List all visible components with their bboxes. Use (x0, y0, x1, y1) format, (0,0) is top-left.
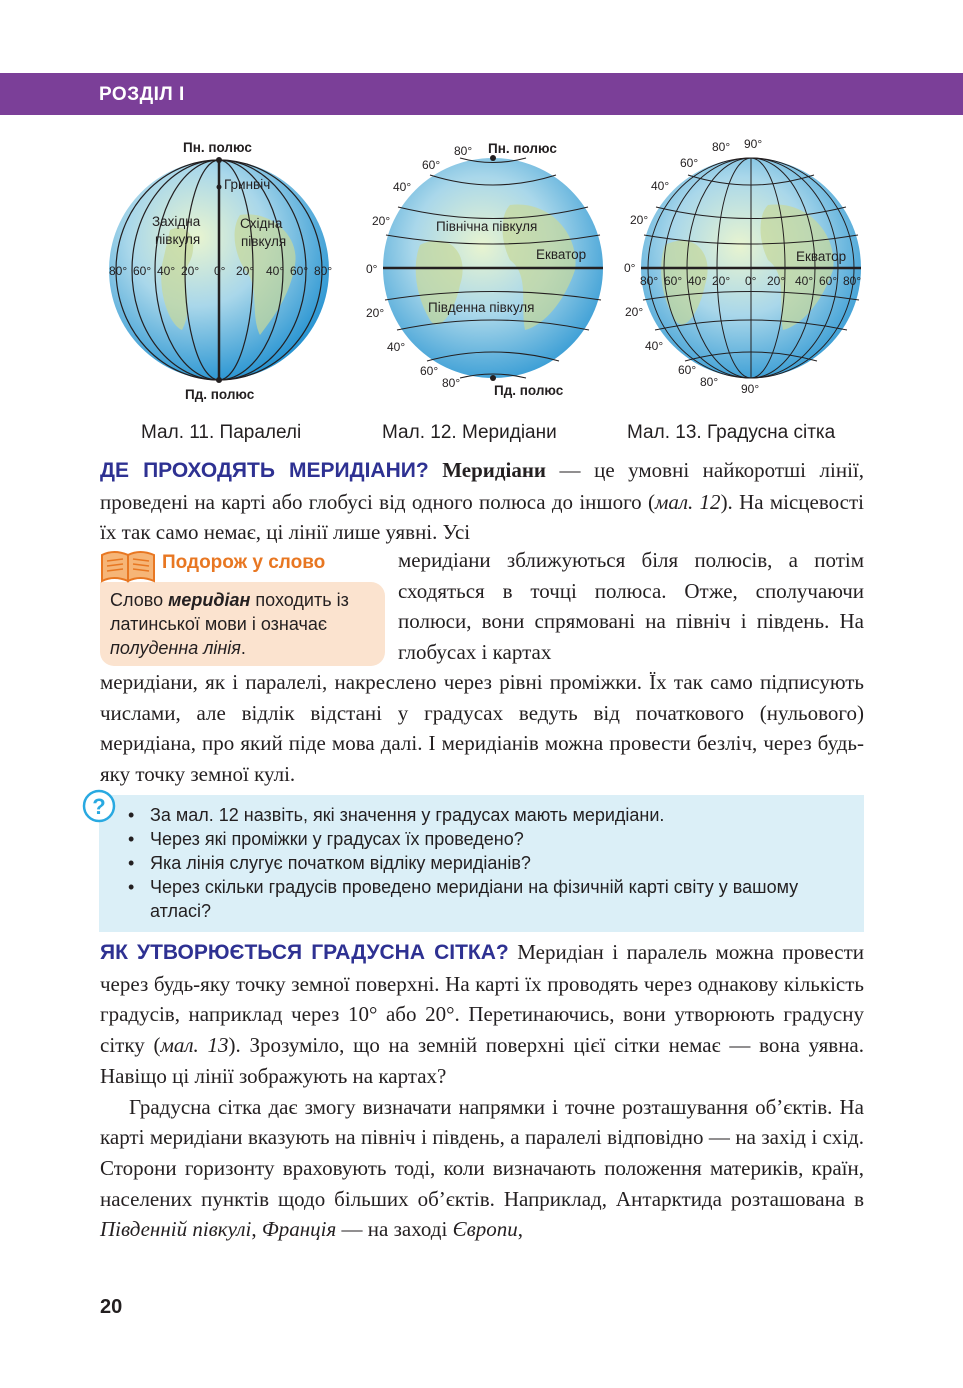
sidebar-body (100, 582, 385, 666)
longitude-label: 60° (664, 274, 683, 288)
latitude-label: 60° (422, 158, 441, 172)
latitude-label: 80° (700, 375, 719, 389)
question-icon (82, 789, 116, 823)
emphasis-text: Європи (452, 1217, 518, 1242)
section-banner (0, 73, 963, 115)
body-text: , (517, 1217, 523, 1242)
word-journey-sidebar (100, 545, 385, 666)
longitude-label: 0° (214, 264, 226, 278)
latitude-label: 20° (625, 305, 644, 319)
latitude-label: 20° (366, 306, 385, 320)
sidebar-title: Подорож у слово (162, 552, 326, 573)
latitude-label: 80° (712, 140, 731, 154)
longitude-label: 20° (767, 274, 786, 288)
sidebar-text: . (240, 638, 246, 658)
latitude-label: 60° (420, 364, 439, 378)
body-text: Градусна сітка дає змогу визначати напрямки і точне розташування об’єктів. На карті меридіани вказують на північ і південь, а паралелі відповідно — на захід і схід. Сторони горизонту враховують тоді, коли визначають положення материків, країн, населених пунктів щодо більших об’єктів. Наприклад, Антарктида розташована в (100, 1094, 864, 1211)
section-heading: ДЕ ПРОХОДЯТЬ МЕРИДІАНИ? (100, 459, 429, 482)
section1-wrap-text (398, 545, 864, 668)
graticule-figure (620, 135, 870, 415)
latitude-label: 80° (442, 376, 461, 390)
body-text: меридіани, як і паралелі, накреслено через рівні проміжки. Їх так само підписують числами, але відлік відстані у градусах ведуть від початкового (нульового) меридіана, про який піде мова далі. І меридіанів можна провести безліч, через будь-яку точку земної кулі. (100, 670, 864, 787)
body-text: Меридіан і паралель можна провести через будь-яку точку земної поверхні. На карті їх проводять через однакову кількість градусів, наприклад через 10° або 20°. Перетинаючись, вони утворюють градусну сітку ( (100, 940, 864, 1058)
south-hemisphere-label: Південна півкуля (428, 300, 535, 315)
longitude-label: 20° (181, 264, 200, 278)
latitude-label: 20° (372, 214, 391, 228)
globe-meridians-figure (100, 135, 340, 415)
longitude-label: 20° (712, 274, 731, 288)
section-heading: ЯК УТВОРЮЄТЬСЯ ГРАДУСНА СІТКА? (100, 941, 509, 964)
longitude-label: 60° (133, 264, 152, 278)
west-hemisphere-label: Західна (152, 214, 201, 229)
north-pole-label: Пн. полюс (488, 141, 557, 156)
body-text: ). На місцевості їх так само немає, ці лінії лише уявні. Усі (100, 489, 864, 545)
latitude-label: 20° (630, 213, 649, 227)
questions-box (99, 795, 864, 932)
south-pole-label: Пд. полюс (494, 383, 564, 398)
latitude-label: 80° (454, 144, 473, 158)
term: Меридіани (442, 458, 547, 482)
figure-caption: Мал. 11. Паралелі (141, 422, 302, 443)
north-pole-label: Пн. полюс (183, 140, 252, 155)
sidebar-term: меридіан (168, 590, 251, 610)
longitude-label: 40° (688, 274, 707, 288)
latitude-label: 40° (387, 340, 406, 354)
latitude-label: 90° (741, 382, 760, 396)
south-pole-label: Пд. полюс (185, 387, 255, 402)
figure-caption: Мал. 13. Градусна сітка (627, 422, 836, 443)
latitude-label: 60° (678, 363, 697, 377)
body-text: — це умовні найкоротші лінії, проведені на карті або глобусі від одного полюса до іншого ( (100, 458, 865, 514)
emphasis-text: Франція (261, 1217, 337, 1242)
longitude-label: 80° (640, 274, 659, 288)
latitude-label: 90° (744, 137, 763, 151)
latitude-label: 0° (624, 261, 636, 275)
question-item: • Через скільки градусів проведено меридіани на фізичній карті світу у вашому атласі? (128, 875, 853, 923)
longitude-label: 40° (266, 264, 285, 278)
section2 (100, 937, 864, 1245)
longitude-label: 20° (236, 264, 255, 278)
sidebar-text: походить із латинської мови і означає (110, 590, 349, 634)
svg-text:?: ? (92, 794, 106, 819)
longitude-label: 60° (290, 264, 309, 278)
north-hemisphere-label: Північна півкуля (436, 219, 538, 234)
question-item: • Через які проміжки у градусах їх проведено? (128, 827, 853, 851)
section-label: РОЗДІЛ І (99, 84, 185, 105)
body-text: , (251, 1217, 262, 1242)
longitude-label: 80° (314, 264, 333, 278)
sidebar-meaning: полуденна лінія (110, 638, 241, 658)
longitude-label: 40° (157, 264, 176, 278)
question-item: • За мал. 12 назвіть, які значення у градусах мають меридіани. (128, 803, 853, 827)
west-hemisphere-label: півкуля (155, 232, 201, 247)
longitude-label: 60° (819, 274, 838, 288)
page-number: 20 (100, 1296, 123, 1318)
latitude-label: 40° (651, 179, 670, 193)
section1-continued (100, 667, 864, 790)
question-item: • Яка лінія слугує початком відліку меридіанів? (128, 851, 853, 875)
east-hemisphere-label: Східна (240, 216, 283, 231)
body-text: — на заході (336, 1217, 453, 1242)
body-text: ). Зрозуміло, що на земній поверхні цієї сітки немає — вона уявна. Навіщо ці лінії зображують на картах? (100, 1033, 865, 1088)
emphasis-text: Південній півкулі (100, 1217, 252, 1242)
body-text: меридіани зближуються біля полюсів, а потім сходяться в точці полюса. Отже, сполучаючи полюси, вони спрямовані на північ і південь. На глобусах і картах (398, 548, 864, 665)
latitude-label: 40° (393, 180, 412, 194)
globe-parallels-figure (360, 135, 610, 415)
section1-intro (100, 455, 864, 548)
figure-ref: мал. 13 (160, 1033, 229, 1058)
greenwich-label: Гринвіч (224, 177, 271, 192)
longitude-label: 0° (745, 274, 757, 288)
latitude-label: 0° (366, 262, 378, 276)
equator-label: Екватор (796, 249, 847, 264)
longitude-label: 80° (843, 274, 862, 288)
longitude-label: 40° (795, 274, 814, 288)
east-hemisphere-label: півкуля (241, 234, 287, 249)
figure-ref: мал. 12 (654, 489, 721, 514)
longitude-label: 80° (109, 264, 128, 278)
figure-caption: Мал. 12. Меридіани (382, 422, 557, 443)
sidebar-text: Слово (110, 590, 169, 610)
open-book-icon (100, 549, 158, 583)
latitude-label: 60° (680, 156, 699, 170)
latitude-label: 40° (645, 339, 664, 353)
equator-label: Екватор (536, 247, 587, 262)
